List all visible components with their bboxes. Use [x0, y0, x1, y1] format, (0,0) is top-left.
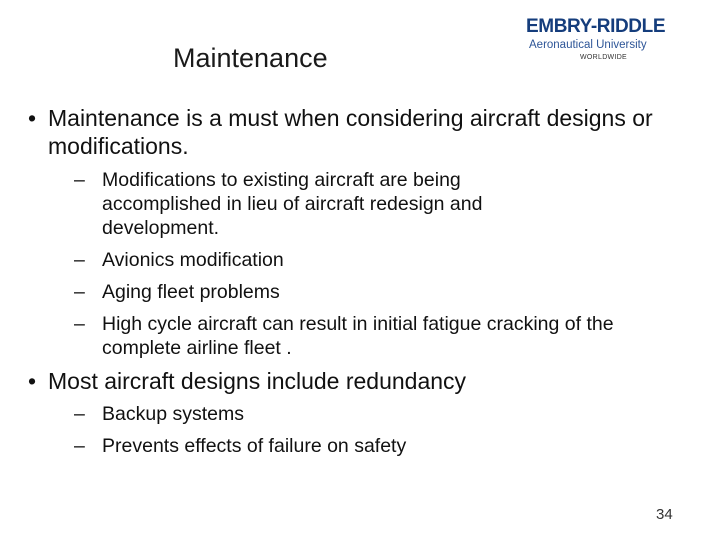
- dash-icon: –: [74, 435, 85, 457]
- sub-bullet-text: Prevents effects of failure on safety: [102, 435, 407, 457]
- bullet-text: Most aircraft designs include redundancy: [48, 368, 467, 394]
- logo-name: EMBRY-RIDDLE: [526, 16, 666, 37]
- bullet-item: [28, 104, 668, 160]
- dash-icon: –: [74, 281, 85, 303]
- embry-riddle-logo: [526, 16, 690, 68]
- sub-bullet-text: Backup systems: [102, 403, 244, 425]
- sub-bullet-item: [74, 168, 577, 240]
- sub-bullet-item: [74, 248, 662, 272]
- dash-icon: –: [74, 169, 85, 191]
- bullet-item: [28, 367, 668, 395]
- dash-icon: –: [74, 403, 85, 425]
- dash-icon: –: [74, 313, 85, 335]
- bullet-text: Maintenance is a must when considering aircraft designs or modifications.: [48, 105, 653, 159]
- sub-bullet-item: [74, 434, 662, 458]
- sub-bullet-text: High cycle aircraft can result in initial fatigue cracking of the complete airline fleet .: [102, 313, 614, 359]
- sub-bullet-item: [74, 280, 662, 304]
- sub-bullet-text: Avionics modification: [102, 249, 284, 271]
- page-number: 34: [656, 506, 673, 523]
- bullet-icon: •: [28, 105, 37, 131]
- slide-title: Maintenance: [173, 43, 328, 73]
- sub-bullet-text: Aging fleet problems: [102, 281, 280, 303]
- sub-bullet-text: Modifications to existing aircraft are being accomplished in lieu of aircraft redesign and development.: [102, 169, 483, 239]
- dash-icon: –: [74, 249, 85, 271]
- sub-bullet-item: [74, 402, 662, 426]
- bullet-icon: •: [28, 368, 37, 394]
- logo-tagline: WORLDWIDE: [580, 54, 628, 61]
- logo-subtitle: Aeronautical University: [529, 39, 647, 51]
- sub-bullet-item: [74, 312, 672, 360]
